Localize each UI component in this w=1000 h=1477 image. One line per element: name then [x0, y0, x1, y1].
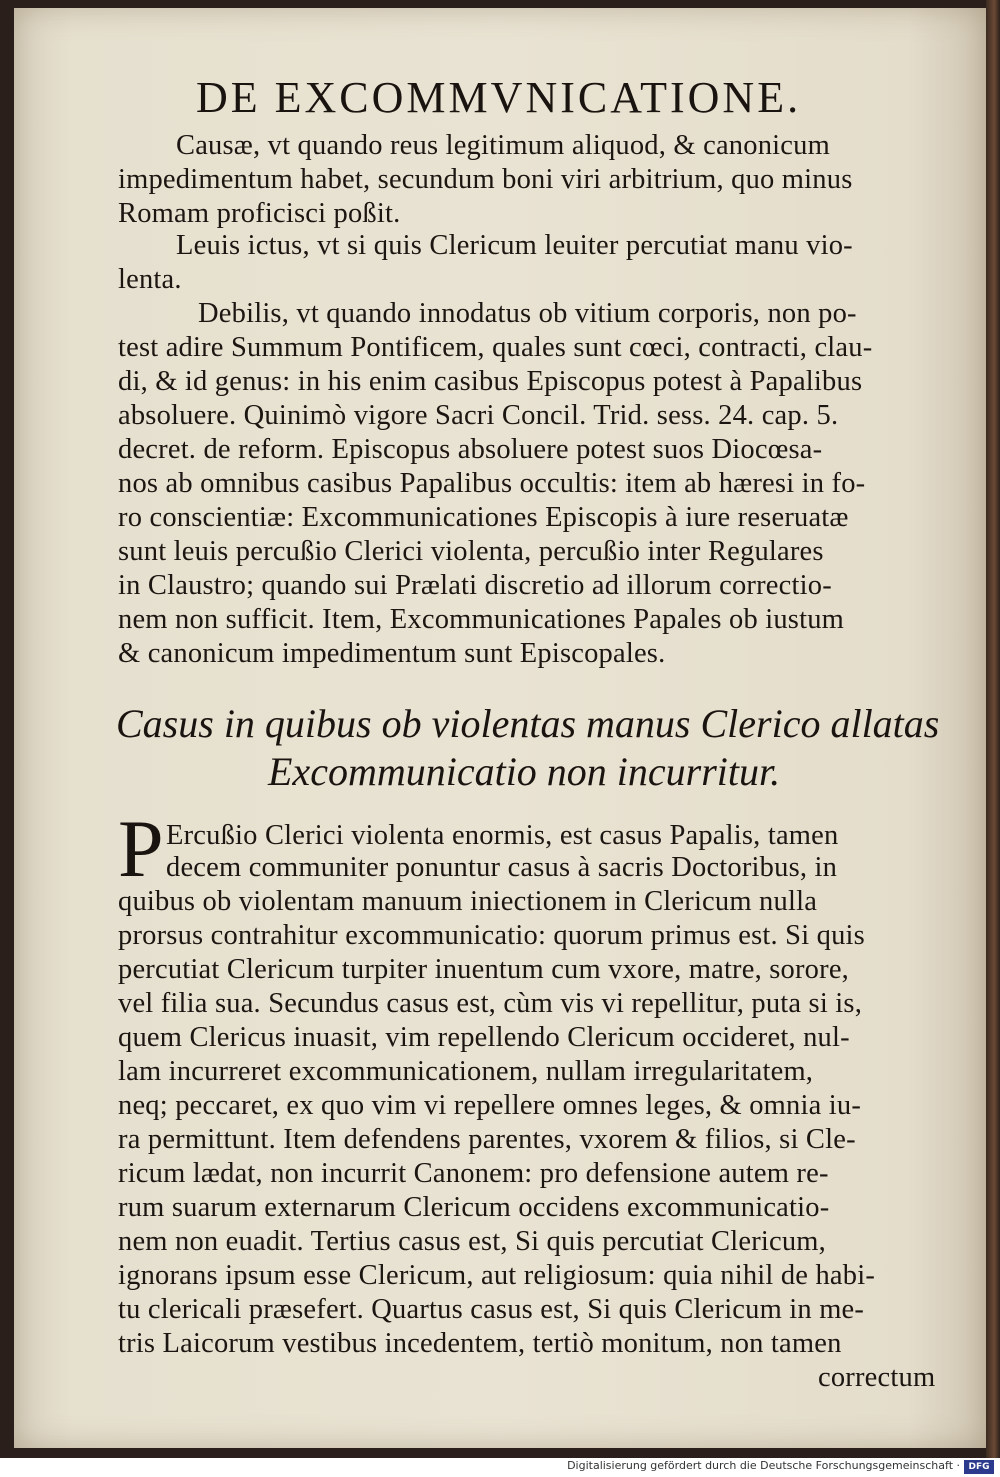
text-line: ra permittunt. Item defendens parentes, vxorem & filios, si Cle-: [118, 1124, 856, 1155]
section-title-line1: Casus in quibus ob violentas manus Clerico allatas: [116, 701, 940, 746]
text-line: quibus ob violentam manuum iniectionem in Clericum nulla: [118, 886, 818, 917]
text-line: Causæ, vt quando reus legitimum aliquod, & canonicum: [176, 130, 830, 161]
text-line: vel filia sua. Secundus casus est, cùm vis vi repellitur, puta si is,: [118, 988, 863, 1019]
text-line: in Claustro; quando sui Prælati discretio ad illorum correctio-: [118, 570, 832, 601]
text-line: sunt leuis percußio Clerici violenta, percußio inter Regulares: [118, 536, 824, 567]
text-line: Romam proficisci poßit.: [118, 198, 401, 229]
text-line: decret. de reform. Episcopus absoluere potest suos Diocœsa-: [118, 434, 823, 465]
text-line: percutiat Clericum turpiter inuentum cum vxore, matre, sorore,: [118, 954, 849, 985]
text-line: tu clericali præsefert. Quartus casus est, Si quis Clericum in me-: [118, 1294, 865, 1325]
text-line: Debilis, vt quando innodatus ob vitium corporis, non po-: [198, 298, 857, 329]
text-line: lam incurreret excommunicationem, nullam irregularitatem,: [118, 1056, 814, 1087]
text-line: rum suarum externarum Clericum occidens excommunicatio-: [118, 1192, 830, 1223]
text-line: absoluere. Quinimò vigore Sacri Concil. Trid. sess. 24. cap. 5.: [118, 400, 839, 431]
page-heading: DE EXCOMMVNICATIONE.: [196, 73, 802, 122]
footer-bar: [0, 1458, 1000, 1477]
footer-credit: Digitalisierung gefördert durch die Deutsche Forschungsgemeinschaft ·: [567, 1459, 960, 1472]
text-line: impedimentum habet, secundum boni viri arbitrium, quo minus: [118, 164, 853, 195]
text-line: test adire Summum Pontificem, quales sunt cœci, contracti, clau-: [118, 332, 873, 363]
text-line: lenta.: [118, 264, 182, 295]
text-line: Ercußio Clerici violenta enormis, est casus Papalis, tamen: [166, 820, 839, 851]
text-line: ignorans ipsum esse Clericum, aut religiosum: quia nihil de habi-: [118, 1260, 876, 1291]
text-line: prorsus contrahitur excommunicatio: quorum primus est. Si quis: [118, 920, 865, 951]
text-line: neq; peccaret, ex quo vim vi repellere omnes leges, & omnia iu-: [118, 1090, 862, 1121]
text-line: Leuis ictus, vt si quis Clericum leuiter percutiat manu vio-: [176, 230, 853, 261]
text-line: tris Laicorum vestibus incedentem, tertiò monitum, non tamen: [118, 1328, 842, 1359]
dfg-logo: DFG: [964, 1460, 994, 1474]
text-line: nem non sufficit. Item, Excommunicationes Papales ob iustum: [118, 604, 845, 635]
catchword: correctum: [818, 1362, 936, 1393]
section-title-line2: Excommunicatio non incurritur.: [268, 749, 781, 794]
book-edge: [986, 0, 1000, 1458]
text-line: quem Clericus inuasit, vim repellendo Clericum occideret, nul-: [118, 1022, 850, 1053]
text-line: ricum lædat, non incurrit Canonem: pro defensione autem re-: [118, 1158, 829, 1189]
text-line: decem communiter ponuntur casus à sacris Doctoribus, in: [166, 852, 838, 883]
drop-cap: P: [118, 803, 164, 894]
text-line: di, & id genus: in his enim casibus Episcopus potest à Papalibus: [118, 366, 863, 397]
text-line: nos ab omnibus casibus Papalibus occultis: item ab hæresi in fo-: [118, 468, 866, 499]
text-line: nem non euadit. Tertius casus est, Si quis percutiat Clericum,: [118, 1226, 826, 1257]
text-line: & canonicum impedimentum sunt Episcopales.: [118, 638, 666, 669]
text-line: ro conscientiæ: Excommunicationes Episcopis à iure reseruatæ: [118, 502, 849, 533]
